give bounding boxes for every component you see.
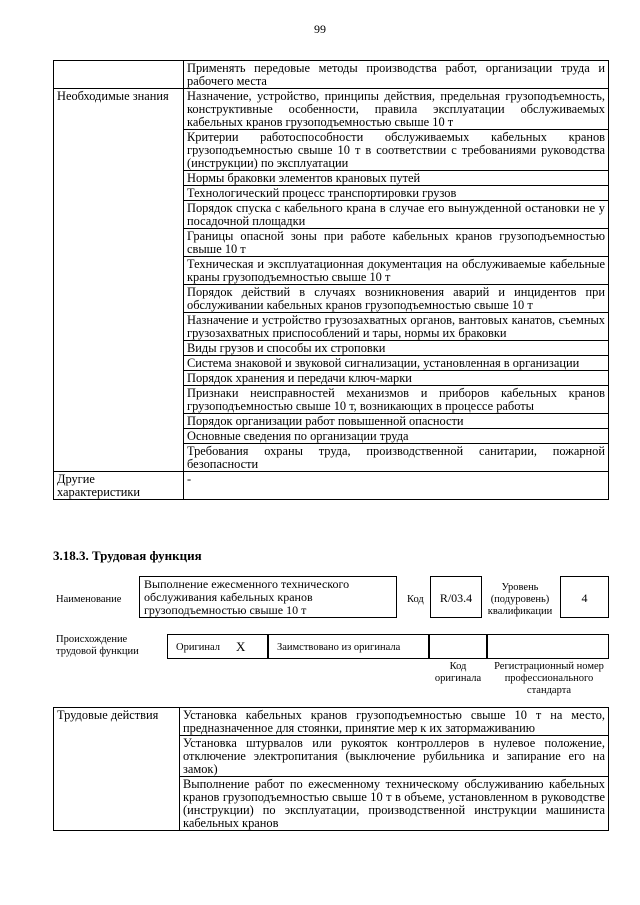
origin-label: Происхождение трудовой функции <box>56 634 139 657</box>
name-label: Наименование <box>56 594 122 605</box>
knowledge-item: Порядок действий в случаях возникновения аварий и инцидентов при обслуживании кабельных кранов грузоподъемностью свыше 10 т <box>184 285 609 313</box>
knowledge-item: Порядок спуска с кабельного крана в случае его вынужденной остановки не у посадочной площадки <box>184 201 609 229</box>
knowledge-item: Техническая и эксплуатационная документация на обслуживаемые кабельные краны грузоподъемностью свыше 10 т <box>184 257 609 285</box>
code-original-cell <box>429 634 487 659</box>
code-value: R/03.4 <box>430 576 482 618</box>
knowledge-item: Требования охраны труда, производственной санитарии, пожарной безопасности <box>184 444 609 472</box>
original-mark: X <box>236 639 246 654</box>
labor-action-item: Установка штурвалов или рукояток контроллеров в нулевое положение, отключение электропитания (выключение рубильника и запирание его на замок) <box>180 736 609 777</box>
level-label: Уровень (подуровень) квалификации <box>487 582 553 617</box>
row-label-knowledge: Необходимые знания <box>54 89 184 472</box>
name-value: Выполнение ежесменного технического обслуживания кабельных кранов грузоподъемностью свыше 10 т <box>139 576 397 618</box>
borrowed-label: Заимствовано из оригинала <box>277 642 401 653</box>
page-number: 99 <box>314 22 326 36</box>
knowledge-item: Назначение, устройство, принципы действия, предельная грузоподъемность, конструктивные особенности, правила эксплуатации обслуживаемых кабельных кранов грузоподъемностью свыше 10 т <box>184 89 609 130</box>
code-original-label: Код оригинала <box>434 661 482 684</box>
knowledge-item: Порядок организации работ повышенной опасности <box>184 414 609 429</box>
knowledge-item: Порядок хранения и передачи ключ-марки <box>184 371 609 386</box>
labor-actions-table <box>53 707 609 831</box>
knowledge-item: Границы опасной зоны при работе кабельных кранов грузоподъемностью свыше 10 т <box>184 229 609 257</box>
knowledge-item: Система знаковой и звуковой сигнализации, установленная в организации <box>184 356 609 371</box>
knowledge-item: Виды грузов и способы их строповки <box>184 341 609 356</box>
labor-action-item: Установка кабельных кранов грузоподъемностью свыше 10 т на место, предназначенное для стоянки, принятие мер к их затормаживанию <box>180 708 609 736</box>
row-label <box>54 61 184 89</box>
knowledge-item: Технологический процесс транспортировки грузов <box>184 186 609 201</box>
table-row <box>54 61 609 89</box>
knowledge-item: Нормы браковки элементов крановых путей <box>184 171 609 186</box>
knowledge-item: Основные сведения по организации труда <box>184 429 609 444</box>
row-item: Применять передовые методы производства работ, организации труда и рабочего места <box>184 61 609 89</box>
requirements-table <box>53 60 609 500</box>
table-row <box>54 472 609 500</box>
code-label: Код <box>407 594 424 605</box>
section-heading: 3.18.3. Трудовая функция <box>53 548 202 563</box>
reg-number-label: Регистрационный номер профессионального стандарта <box>494 661 604 696</box>
knowledge-item: Назначение и устройство грузозахватных органов, вантовых канатов, съемных грузозахватных приспособлений и тары, нормы их браковки <box>184 313 609 341</box>
original-cell <box>167 634 268 659</box>
level-value: 4 <box>560 576 609 618</box>
original-label: Оригинал <box>176 642 220 653</box>
other-item: - <box>184 472 609 500</box>
borrowed-cell <box>268 634 429 659</box>
table-row <box>54 89 609 130</box>
labor-action-item: Выполнение работ по ежесменному техническому обслуживанию кабельных кранов грузоподъемностью свыше 10 т в объеме, установленном в руководстве (инструкции) по эксплуатации, производственной инструкции машиниста кабельных кранов <box>180 777 609 831</box>
row-label-other: Другие характеристики <box>54 472 184 500</box>
knowledge-item: Признаки неисправностей механизмов и приборов кабельных кранов грузоподъемностью свыше 10 т, возникающих в процессе работы <box>184 386 609 414</box>
labor-actions-label: Трудовые действия <box>54 708 180 831</box>
reg-number-cell <box>487 634 609 659</box>
table-row <box>54 708 609 736</box>
knowledge-item: Критерии работоспособности обслуживаемых кабельных кранов грузоподъемностью свыше 10 т в соответствии с требованиями руководства (инструкции) по эксплуатации <box>184 130 609 171</box>
